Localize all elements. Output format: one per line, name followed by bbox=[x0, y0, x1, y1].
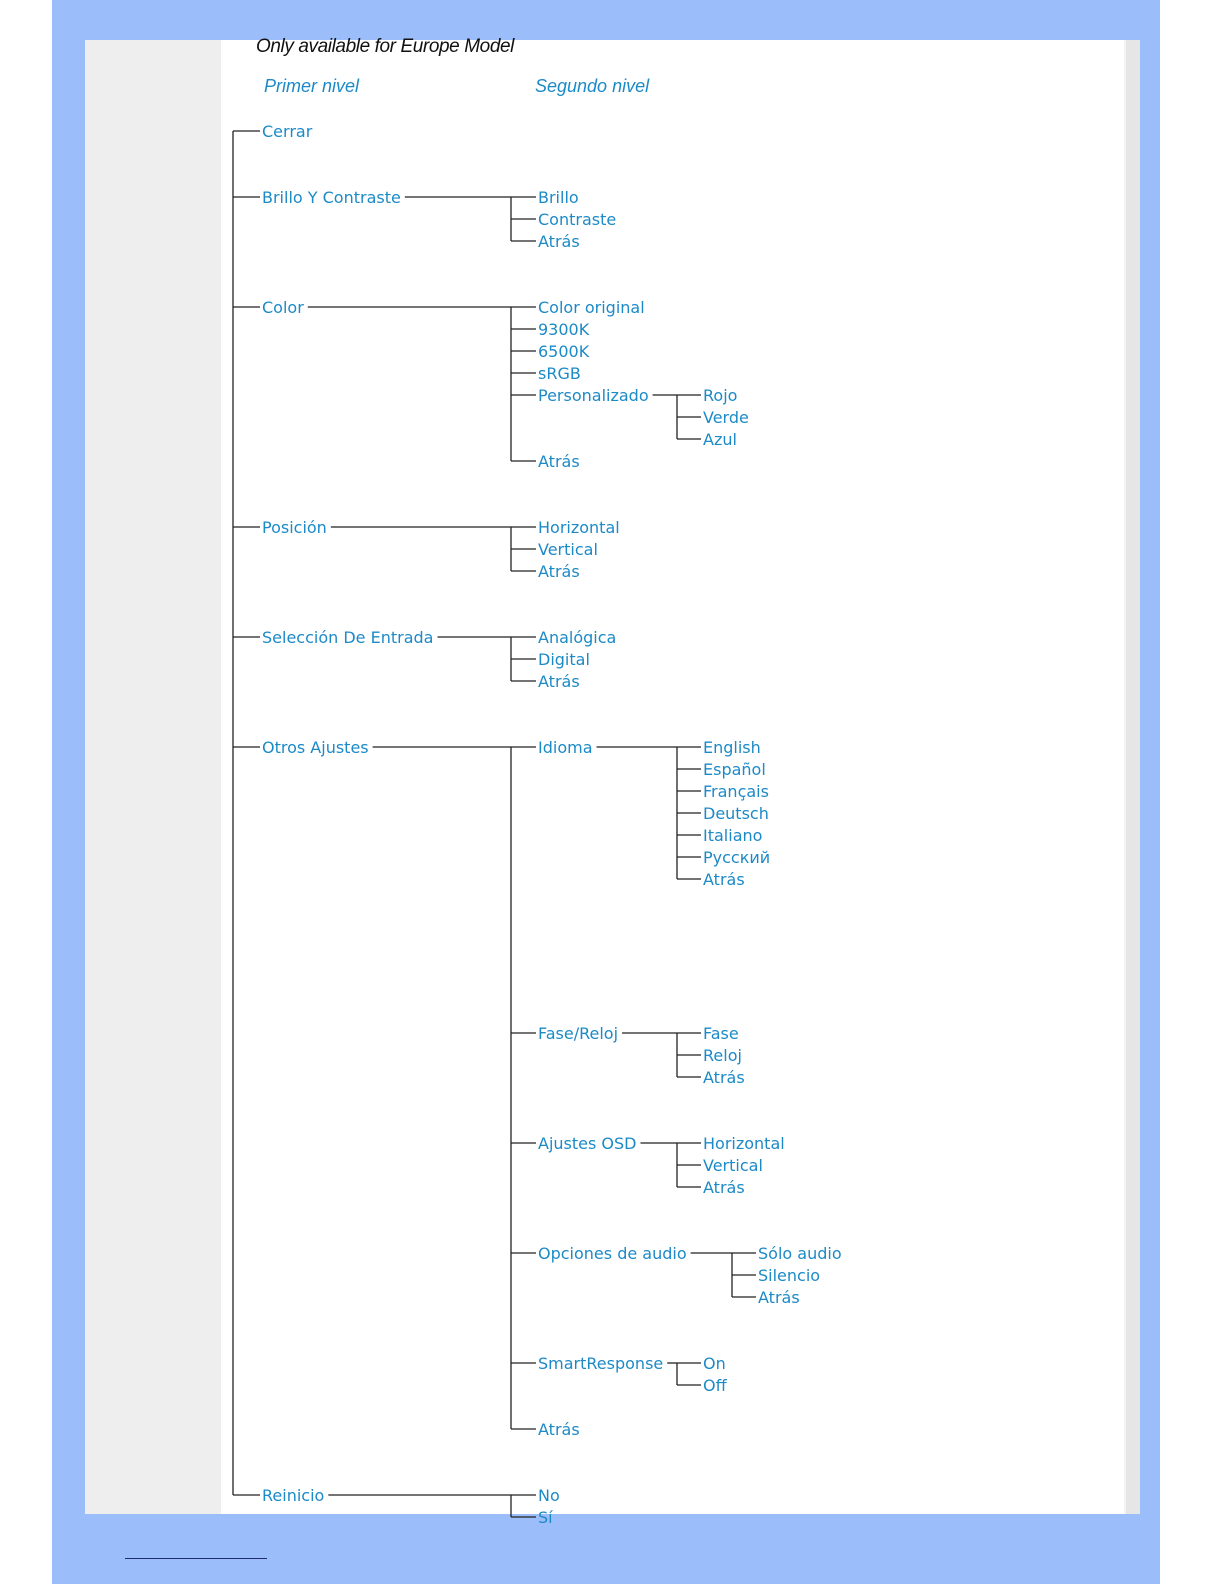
menu-item-color[interactable]: Color bbox=[262, 298, 304, 317]
menu-item-deutsch[interactable]: Deutsch bbox=[703, 804, 769, 823]
menu-item-atras[interactable]: Atrás bbox=[538, 452, 580, 471]
menu-item-vertical[interactable]: Vertical bbox=[703, 1156, 763, 1175]
menu-item-smartresponse[interactable]: SmartResponse bbox=[538, 1354, 664, 1373]
menu-item-brillo[interactable]: Brillo bbox=[538, 188, 579, 207]
menu-item-atras[interactable]: Atrás bbox=[703, 1178, 745, 1197]
menu-item-francais[interactable]: Français bbox=[703, 782, 769, 801]
menu-item-silencio[interactable]: Silencio bbox=[758, 1266, 821, 1285]
menu-item-si[interactable]: Sí bbox=[538, 1508, 553, 1527]
menu-item-analogica[interactable]: Analógica bbox=[538, 628, 617, 647]
header-first-level: Primer nivel bbox=[264, 76, 360, 96]
menu-item-cerrar[interactable]: Cerrar bbox=[262, 122, 313, 141]
menu-item-atras[interactable]: Atrás bbox=[538, 232, 580, 251]
menu-item-otros-ajustes[interactable]: Otros Ajustes bbox=[262, 738, 369, 757]
europe-model-note: Only available for Europe Model bbox=[256, 36, 514, 57]
menu-item-verde[interactable]: Verde bbox=[703, 408, 749, 427]
menu-item-off[interactable]: Off bbox=[703, 1376, 727, 1395]
menu-item-opciones-de-audio[interactable]: Opciones de audio bbox=[538, 1244, 687, 1263]
menu-item-contraste[interactable]: Contraste bbox=[538, 210, 617, 229]
menu-item-reloj[interactable]: Reloj bbox=[703, 1046, 742, 1065]
menu-item-srgb[interactable]: sRGB bbox=[538, 364, 581, 383]
menu-item-русскии[interactable]: Русский bbox=[703, 848, 771, 867]
menu-item-atras[interactable]: Atrás bbox=[703, 870, 745, 889]
menu-item-atras[interactable]: Atrás bbox=[703, 1068, 745, 1087]
menu-item-reinicio[interactable]: Reinicio bbox=[262, 1486, 325, 1505]
menu-item-solo-audio[interactable]: Sólo audio bbox=[758, 1244, 842, 1263]
menu-item-brillo-y-contraste[interactable]: Brillo Y Contraste bbox=[262, 188, 401, 207]
menu-item-posicion[interactable]: Posición bbox=[262, 518, 327, 537]
menu-item-atras[interactable]: Atrás bbox=[538, 672, 580, 691]
menu-item-horizontal[interactable]: Horizontal bbox=[703, 1134, 785, 1153]
menu-item-fase[interactable]: Fase bbox=[703, 1024, 739, 1043]
menu-item-personalizado[interactable]: Personalizado bbox=[538, 386, 649, 405]
menu-item-idioma[interactable]: Idioma bbox=[538, 738, 593, 757]
menu-item-vertical[interactable]: Vertical bbox=[538, 540, 598, 559]
menu-item-azul[interactable]: Azul bbox=[703, 430, 737, 449]
menu-item-no[interactable]: No bbox=[538, 1486, 560, 1505]
menu-item-fase-reloj[interactable]: Fase/Reloj bbox=[538, 1024, 619, 1043]
menu-item-ajustes-osd[interactable]: Ajustes OSD bbox=[538, 1134, 637, 1153]
menu-item-on[interactable]: On bbox=[703, 1354, 726, 1373]
menu-item-rojo[interactable]: Rojo bbox=[703, 386, 738, 405]
header-second-level: Segundo nivel bbox=[535, 76, 650, 96]
menu-item-9300k[interactable]: 9300K bbox=[538, 320, 590, 339]
menu-item-atras[interactable]: Atrás bbox=[758, 1288, 800, 1307]
menu-item-italiano[interactable]: Italiano bbox=[703, 826, 763, 845]
menu-item-atras[interactable]: Atrás bbox=[538, 1420, 580, 1439]
menu-item-digital[interactable]: Digital bbox=[538, 650, 590, 669]
menu-item-horizontal[interactable]: Horizontal bbox=[538, 518, 620, 537]
menu-item-english[interactable]: English bbox=[703, 738, 761, 757]
menu-item-6500k[interactable]: 6500K bbox=[538, 342, 590, 361]
menu-item-espanol[interactable]: Español bbox=[703, 760, 766, 779]
menu-item-color-original[interactable]: Color original bbox=[538, 298, 645, 317]
menu-item-seleccion-de-entrada[interactable]: Selección De Entrada bbox=[262, 628, 434, 647]
menu-item-atras[interactable]: Atrás bbox=[538, 562, 580, 581]
